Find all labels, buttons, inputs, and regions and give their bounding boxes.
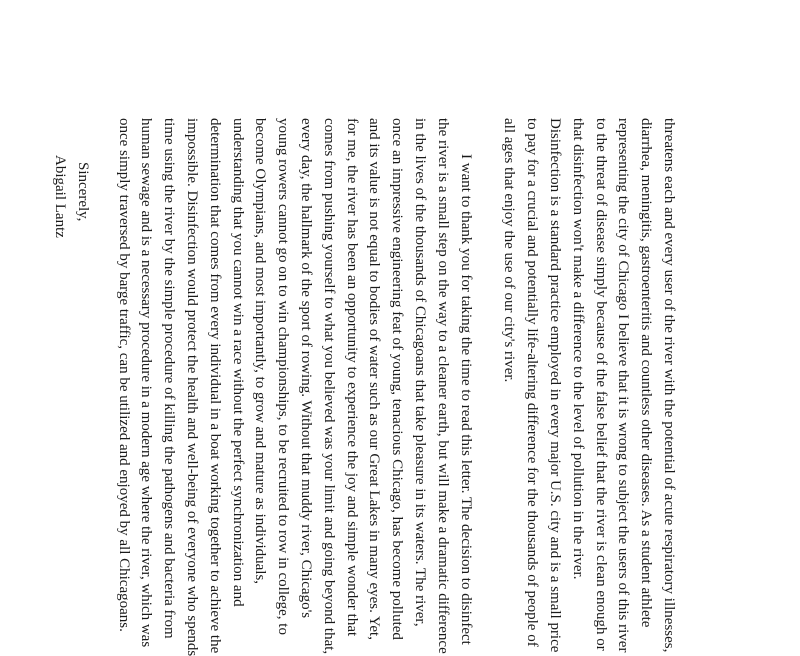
text-line: to the threat of disease simply because of the false belief that the river is clean enough or: [592, 118, 609, 651]
text-line: become Olympians, and most importantly, to grow and mature as individuals,: [252, 118, 269, 585]
paragraph-2: [112, 118, 477, 656]
text-line: every day, the hallmark of the sport of rowing. Without that muddy river, Chicago's: [298, 118, 315, 619]
text-line: once simply traversed by barge traffic, can be utilized and enjoyed by all Chicagoans.: [115, 118, 132, 632]
text-line: human sewage and is a necessary procedure in a modern age where the river, which was: [138, 118, 155, 648]
signoff-block: [48, 118, 94, 593]
text-line: threatens each and every user of the river with the potential of acute respiratory illnesses,: [661, 118, 677, 653]
text-line: time using the river by the simple procedure of killing the pathogens and bacteria from: [161, 118, 178, 639]
paragraph-gap: [477, 118, 498, 593]
text-line: determination that comes from every individual in a boat working together to achieve the: [206, 118, 223, 654]
text-line: I want to thank you for taking the time to read this letter. The decision to disinfect: [457, 154, 474, 645]
text-line: in the lives of the thousands of Chicagoans that take pleasure in its waters. The river,: [412, 118, 429, 627]
text-line: that disinfection won't make a difference to the level of pollution in the river.: [569, 118, 586, 580]
letter-page: [52, 118, 680, 656]
text-line: for me, the river has been an opportunity to experience the joy and simple wonder that: [343, 118, 360, 637]
text-line: representing the city of Chicago I believe that it is wrong to subject the users of this river: [615, 118, 632, 653]
text-line: diarrhea, meningitis, gastroenteritis and countless other diseases. As a student athlete: [638, 118, 655, 628]
closing-text: Sincerely,: [74, 162, 91, 222]
text-line: comes from pushing yourself to what you believed was your limit and going beyond that,: [320, 118, 337, 655]
text-line: once an impressive engineering feat of young, tenacious Chicago, has become polluted: [389, 118, 406, 640]
text-line: and its value is not equal to bodies of water such as our Great Lakes in many eyes. Yet,: [366, 118, 383, 640]
text-line: impossible. Disinfection would protect the health and well-being of everyone who spends: [184, 118, 201, 656]
signature-name: Abigail Lantz: [52, 155, 69, 238]
text-line: all ages that enjoy the use of our city's river.: [501, 118, 518, 383]
text-line: the river is a small step on the way to a cleaner earth, but will make a dramatic difference: [434, 118, 451, 654]
text-line: Disinfection is a standard practice employed in every major U.S. city and is a small price: [547, 118, 564, 653]
text-line: to pay for a crucial and potentially life-altering difference for the thousands of people of: [524, 118, 541, 647]
text-line: understanding that you cannot win a race without the perfect synchronization and: [229, 118, 246, 607]
text-line: young rowers cannot go on to win championships, to be recruited to row in college, to: [275, 118, 292, 635]
paragraph-1: [498, 118, 680, 653]
